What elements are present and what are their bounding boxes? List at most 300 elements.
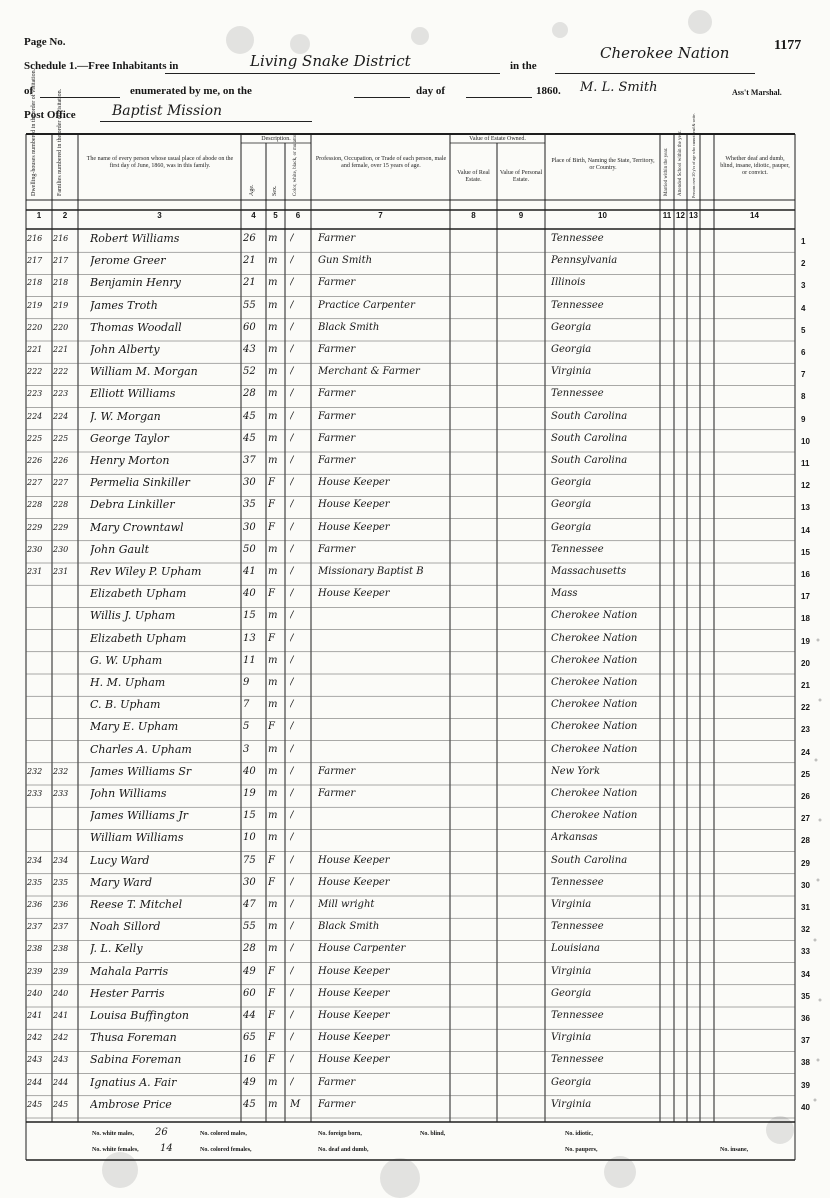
idiotic-label: No. idiotic, xyxy=(565,1131,593,1137)
color-mark: M xyxy=(290,1098,301,1110)
age: 9 xyxy=(243,677,250,688)
person-name: James Williams Jr xyxy=(90,810,189,823)
age: 65 xyxy=(243,1032,256,1044)
family-number: 240 xyxy=(53,988,69,998)
occupation: House Keeper xyxy=(318,1010,390,1021)
person-name: Willis J. Upham xyxy=(90,610,176,623)
colored-females-label: No. colored females, xyxy=(200,1147,252,1153)
line-number: 3 xyxy=(801,281,806,291)
family-number: 242 xyxy=(53,1033,69,1043)
sex: m xyxy=(268,765,278,777)
person-name: Mahala Parris xyxy=(90,965,169,978)
age: 55 xyxy=(243,921,256,933)
sex: F xyxy=(268,477,275,489)
dwelling-number: 216 xyxy=(27,234,43,243)
person-name: James Williams Sr xyxy=(90,765,192,778)
age: 47 xyxy=(243,899,256,910)
sex: F xyxy=(268,854,275,866)
birthplace: Cherokee Nation xyxy=(551,810,638,822)
birthplace: Tennessee xyxy=(551,921,604,933)
birthplace: Tennessee xyxy=(551,233,604,244)
white-males-value: 26 xyxy=(155,1127,168,1138)
family-number: 235 xyxy=(53,877,69,887)
birthplace: Georgia xyxy=(551,499,592,511)
dwelling-number: 239 xyxy=(27,966,43,976)
sex: F xyxy=(268,876,275,888)
dwelling-number: 219 xyxy=(27,300,43,310)
sex: m xyxy=(268,543,278,555)
color-mark: / xyxy=(290,721,294,733)
paupers-label: No. paupers, xyxy=(565,1147,598,1153)
family-number: 227 xyxy=(53,478,69,488)
person-name: Jerome Greer xyxy=(90,255,166,268)
sex: m xyxy=(268,832,278,844)
line-number: 14 xyxy=(801,525,810,535)
sex: F xyxy=(268,588,275,600)
birthplace: Cherokee Nation xyxy=(551,677,638,688)
family-number: 232 xyxy=(53,766,69,776)
person-name: Ambrose Price xyxy=(90,1098,172,1111)
color-mark: / xyxy=(290,521,294,533)
color-mark: / xyxy=(290,987,294,999)
blind-label: No. blind, xyxy=(420,1131,446,1137)
birthplace: Louisiana xyxy=(551,943,600,955)
birthplace: Virginia xyxy=(551,965,592,977)
line-number: 31 xyxy=(801,903,810,912)
dwelling-number: 226 xyxy=(27,456,43,465)
dwelling-number: 221 xyxy=(27,345,43,354)
birthplace: Virginia xyxy=(551,366,592,378)
occupation: Farmer xyxy=(318,432,356,444)
color-mark: / xyxy=(290,765,294,777)
occupation: Farmer xyxy=(318,788,356,799)
line-number: 10 xyxy=(801,436,810,446)
family-number: 223 xyxy=(53,389,69,399)
sex: m xyxy=(268,299,278,311)
occupation: Farmer xyxy=(318,388,356,400)
family-number: 221 xyxy=(53,345,69,354)
color-mark: / xyxy=(290,543,294,555)
occupation: House Keeper xyxy=(318,854,390,866)
occupation: Black Smith xyxy=(318,921,380,933)
dwelling-number: 234 xyxy=(27,855,43,865)
col5-header: Sex. xyxy=(272,185,278,196)
birthplace: Arkansas xyxy=(551,832,598,844)
line-number: 6 xyxy=(801,348,806,357)
age: 41 xyxy=(243,566,256,577)
birthplace: Virginia xyxy=(551,1032,592,1044)
family-number: 226 xyxy=(53,456,69,465)
color-mark: / xyxy=(290,299,294,311)
color-mark: / xyxy=(290,899,294,910)
sex: F xyxy=(268,521,275,533)
person-name: Charles A. Upham xyxy=(90,743,192,756)
family-number: 218 xyxy=(53,278,69,288)
description-header: Description. xyxy=(261,136,291,142)
color-mark: / xyxy=(290,1076,294,1088)
family-number: 216 xyxy=(53,234,69,243)
sex: m xyxy=(268,388,278,400)
line-number: 37 xyxy=(801,1036,810,1046)
dwelling-number: 236 xyxy=(27,900,43,909)
birthplace: Massachusetts xyxy=(551,566,627,577)
line-number: 7 xyxy=(801,370,806,380)
birthplace: Cherokee Nation xyxy=(551,610,638,622)
person-name: Elizabeth Upham xyxy=(90,632,187,645)
birthplace: South Carolina xyxy=(551,432,628,444)
color-mark: / xyxy=(290,388,294,400)
color-mark: / xyxy=(290,1032,294,1044)
col-number-10: 10 xyxy=(598,211,607,220)
post-office-label: Post Office xyxy=(24,109,76,121)
dwelling-number: 238 xyxy=(27,944,43,954)
age: 35 xyxy=(243,499,256,511)
day-label: day of xyxy=(416,85,446,97)
age: 44 xyxy=(243,1010,256,1021)
family-number: 220 xyxy=(53,322,69,332)
occupation: House Keeper xyxy=(318,987,390,999)
age: 40 xyxy=(243,765,256,777)
occupation: Merchant & Farmer xyxy=(318,366,420,378)
birthplace: South Carolina xyxy=(551,410,628,422)
age: 40 xyxy=(243,588,256,600)
person-name: J. W. Morgan xyxy=(90,410,161,423)
birthplace: Georgia xyxy=(551,1076,592,1088)
birthplace: Cherokee Nation xyxy=(551,721,638,733)
family-number: 228 xyxy=(53,500,69,510)
line-number: 38 xyxy=(801,1058,810,1068)
dwelling-number: 241 xyxy=(27,1011,43,1020)
color-mark: / xyxy=(290,876,294,888)
occupation: Farmer xyxy=(318,410,356,422)
col2-header: Families numbered in the order of visitation. xyxy=(57,88,63,196)
col3-header: The name of every person whose usual place of abode on the first day of June, 1860, was in this family. xyxy=(86,156,234,169)
line-number: 9 xyxy=(801,414,806,424)
schedule-label: Schedule 1.—Free Inhabitants in xyxy=(24,60,179,72)
sex: m xyxy=(268,344,278,355)
line-number: 26 xyxy=(801,792,810,801)
dwelling-number: 237 xyxy=(27,922,43,932)
birthplace: Cherokee Nation xyxy=(551,632,638,644)
line-number: 39 xyxy=(801,1080,810,1090)
sex: m xyxy=(268,410,278,422)
color-mark: / xyxy=(290,366,294,378)
color-mark: / xyxy=(290,854,294,866)
age: 13 xyxy=(243,632,256,644)
age: 11 xyxy=(243,654,256,666)
sex: m xyxy=(268,699,278,711)
district: Living Snake District xyxy=(250,52,411,70)
col11-header: Married within the year. xyxy=(664,147,669,196)
line-number: 12 xyxy=(801,481,810,491)
col-number-13: 13 xyxy=(689,211,698,220)
dwelling-number: 223 xyxy=(27,389,43,399)
person-name: Noah Sillord xyxy=(90,921,161,934)
color-mark: / xyxy=(290,743,294,755)
family-number: 233 xyxy=(53,789,69,798)
age: 3 xyxy=(243,743,250,755)
sex: m xyxy=(268,743,278,755)
occupation: Farmer xyxy=(318,233,356,244)
col-number-8: 8 xyxy=(471,211,476,220)
sex: F xyxy=(268,632,275,644)
family-number: 239 xyxy=(53,966,69,976)
color-mark: / xyxy=(290,477,294,489)
sex: m xyxy=(268,255,278,267)
line-number: 25 xyxy=(801,769,810,779)
sex: m xyxy=(268,432,278,444)
col7-header: Profession, Occupation, or Trade of each person, male and female, over 15 years of age. xyxy=(315,156,447,169)
family-number: 234 xyxy=(53,855,69,865)
col-number-9: 9 xyxy=(518,211,524,220)
line-number: 33 xyxy=(801,947,810,957)
person-name: Elliott Williams xyxy=(90,388,176,401)
page-number: 1177 xyxy=(774,38,802,53)
person-name: Ignatius A. Fair xyxy=(90,1076,177,1089)
sex: m xyxy=(268,1098,278,1110)
occupation: House Keeper xyxy=(318,588,390,600)
occupation: Practice Carpenter xyxy=(318,299,415,311)
age: 55 xyxy=(243,299,256,311)
age: 43 xyxy=(243,344,256,355)
sex: m xyxy=(268,899,278,910)
col1-header: Dwelling-houses numbered in the order of visitation. xyxy=(31,68,37,196)
sex: m xyxy=(268,277,278,289)
occupation: House Keeper xyxy=(318,1054,390,1066)
dwelling-number: 231 xyxy=(27,567,43,576)
age: 26 xyxy=(243,233,256,244)
occupation: Farmer xyxy=(318,344,356,355)
insane-label: No. insane, xyxy=(720,1147,749,1153)
col-number-3: 3 xyxy=(157,211,162,220)
color-mark: / xyxy=(290,943,294,955)
person-name: Mary Crowntawl xyxy=(90,521,184,534)
color-mark: / xyxy=(290,788,294,799)
sex: m xyxy=(268,943,278,955)
occupation: Missionary Baptist B xyxy=(318,566,424,577)
col-number-2: 2 xyxy=(62,211,68,220)
color-mark: / xyxy=(290,344,294,355)
dwelling-number: 229 xyxy=(27,522,43,532)
line-number: 17 xyxy=(801,592,810,602)
family-number: 238 xyxy=(53,944,69,954)
age: 21 xyxy=(243,255,256,267)
person-name: Rev Wiley P. Upham xyxy=(90,566,202,578)
sex: m xyxy=(268,455,278,466)
sex: m xyxy=(268,788,278,799)
birthplace: Cherokee Nation xyxy=(551,743,638,755)
line-number: 28 xyxy=(801,836,810,846)
dwelling-number: 225 xyxy=(27,433,43,443)
birthplace: Illinois xyxy=(551,277,586,289)
family-number: 241 xyxy=(53,1011,69,1020)
dwelling-number: 228 xyxy=(27,500,43,510)
dwelling-number: 220 xyxy=(27,322,43,332)
person-name: John Gault xyxy=(90,543,150,556)
col10-header: Place of Birth, Naming the State, Territory, or Country. xyxy=(551,158,655,171)
birthplace: Georgia xyxy=(551,987,592,999)
color-mark: / xyxy=(290,965,294,977)
color-mark: / xyxy=(290,677,294,688)
person-name: G. W. Upham xyxy=(90,654,163,667)
sex: F xyxy=(268,1032,275,1044)
color-mark: / xyxy=(290,610,294,622)
birthplace: New York xyxy=(551,765,600,777)
line-number: 21 xyxy=(801,681,810,690)
line-number: 36 xyxy=(801,1014,810,1023)
nation: Cherokee Nation xyxy=(600,44,730,62)
color-mark: / xyxy=(290,832,294,844)
person-name: John Alberty xyxy=(90,344,160,356)
sex: F xyxy=(268,1054,275,1066)
dwelling-number: 235 xyxy=(27,877,43,887)
age: 45 xyxy=(243,410,256,422)
occupation: Farmer xyxy=(318,277,356,289)
col4-header: Age. xyxy=(249,184,255,196)
occupation: Farmer xyxy=(318,1076,356,1088)
birthplace: Pennsylvania xyxy=(551,255,618,267)
white-females-value: 14 xyxy=(160,1143,173,1154)
family-number: 236 xyxy=(53,900,69,909)
family-number: 219 xyxy=(53,300,69,310)
family-number: 222 xyxy=(53,367,69,377)
white-females-label: No. white females, xyxy=(92,1147,139,1153)
dwelling-number: 222 xyxy=(27,367,43,377)
birthplace: Virginia xyxy=(551,899,592,910)
white-males-label: No. white males, xyxy=(92,1131,134,1137)
birthplace: Georgia xyxy=(551,521,592,533)
col-number-1: 1 xyxy=(36,211,42,220)
color-mark: / xyxy=(290,277,294,289)
age: 30 xyxy=(243,477,256,489)
occupation: Farmer xyxy=(318,455,356,466)
color-mark: / xyxy=(290,410,294,422)
sex: F xyxy=(268,721,275,733)
occupation: House Keeper xyxy=(318,521,390,533)
col8-header: Value of Real Estate. xyxy=(457,170,490,183)
color-mark: / xyxy=(290,566,294,577)
person-name: Reese T. Mitchel xyxy=(90,899,183,911)
family-number: 230 xyxy=(53,544,69,554)
occupation: House Carpenter xyxy=(318,943,406,955)
family-number: 217 xyxy=(53,256,69,266)
col-number-5: 5 xyxy=(273,211,278,220)
line-number: 5 xyxy=(801,325,806,335)
color-mark: / xyxy=(290,921,294,933)
col9-header: Value of Personal Estate. xyxy=(499,170,543,183)
color-mark: / xyxy=(290,1054,294,1066)
color-mark: / xyxy=(290,321,294,333)
line-number: 2 xyxy=(801,259,806,269)
occupation: Farmer xyxy=(318,765,356,777)
line-number: 32 xyxy=(801,925,810,935)
sex: m xyxy=(268,366,278,378)
line-number: 16 xyxy=(801,570,810,579)
dwelling-number: 240 xyxy=(27,988,43,998)
age: 15 xyxy=(243,810,256,822)
birthplace: Tennessee xyxy=(551,299,604,311)
birthplace: Tennessee xyxy=(551,543,604,555)
sex: m xyxy=(268,321,278,333)
birthplace: Tennessee xyxy=(551,1054,604,1066)
occupation: Gun Smith xyxy=(318,255,373,267)
line-number: 24 xyxy=(801,747,810,757)
birthplace: Georgia xyxy=(551,321,592,333)
age: 7 xyxy=(243,699,250,711)
post-office: Baptist Mission xyxy=(112,103,223,119)
dwelling-number: 224 xyxy=(27,411,43,421)
occupation: Farmer xyxy=(318,1098,356,1110)
line-number: 35 xyxy=(801,991,810,1001)
person-name: Thomas Woodall xyxy=(90,321,182,334)
occupation: Mill wright xyxy=(318,899,375,910)
birthplace: Cherokee Nation xyxy=(551,699,638,711)
estate-header: Value of Estate Owned. xyxy=(469,136,526,142)
occupation: House Keeper xyxy=(318,965,390,977)
line-number: 15 xyxy=(801,547,810,557)
col-number-7: 7 xyxy=(378,211,383,220)
sex: m xyxy=(268,921,278,933)
age: 30 xyxy=(243,521,256,533)
sex: m xyxy=(268,810,278,822)
line-number: 4 xyxy=(801,303,806,313)
line-number: 23 xyxy=(801,725,810,735)
color-mark: / xyxy=(290,699,294,711)
person-name: Mary E. Upham xyxy=(90,721,179,734)
person-name: Hester Parris xyxy=(90,987,165,1000)
birthplace: Mass xyxy=(551,588,578,600)
marshal-name: M. L. Smith xyxy=(580,80,658,95)
person-name: Thusa Foreman xyxy=(90,1032,177,1045)
family-number: 237 xyxy=(53,922,69,932)
line-number: 20 xyxy=(801,658,810,668)
person-name: Debra Linkiller xyxy=(90,499,175,512)
person-name: William Williams xyxy=(90,832,184,845)
birthplace: Cherokee Nation xyxy=(551,654,638,666)
line-number: 29 xyxy=(801,858,810,868)
col-number-12: 12 xyxy=(676,211,685,220)
person-name: George Taylor xyxy=(90,432,169,445)
person-name: Elizabeth Upham xyxy=(90,588,187,601)
line-number: 8 xyxy=(801,392,806,402)
color-mark: / xyxy=(290,255,294,267)
dwelling-number: 230 xyxy=(27,544,43,554)
color-mark: / xyxy=(290,233,294,244)
of-label: of xyxy=(24,85,34,97)
birthplace: South Carolina xyxy=(551,455,628,466)
in-the-label: in the xyxy=(510,60,537,72)
age: 15 xyxy=(243,610,256,622)
line-number: 19 xyxy=(801,636,810,646)
line-number: 34 xyxy=(801,969,810,979)
color-mark: / xyxy=(290,588,294,600)
occupation: House Keeper xyxy=(318,1032,390,1044)
occupation: Black Smith xyxy=(318,321,380,333)
dwelling-number: 245 xyxy=(27,1099,43,1109)
sex: m xyxy=(268,566,278,577)
person-name: William M. Morgan xyxy=(90,366,198,379)
col-number-14: 14 xyxy=(750,211,759,220)
person-name: Benjamin Henry xyxy=(90,277,181,290)
sex: F xyxy=(268,499,275,511)
sex: m xyxy=(268,610,278,622)
occupation: House Keeper xyxy=(318,499,390,511)
line-number: 27 xyxy=(801,814,810,824)
family-number: 225 xyxy=(53,433,69,443)
age: 45 xyxy=(243,432,256,444)
age: 28 xyxy=(243,943,256,955)
line-number: 18 xyxy=(801,614,810,624)
